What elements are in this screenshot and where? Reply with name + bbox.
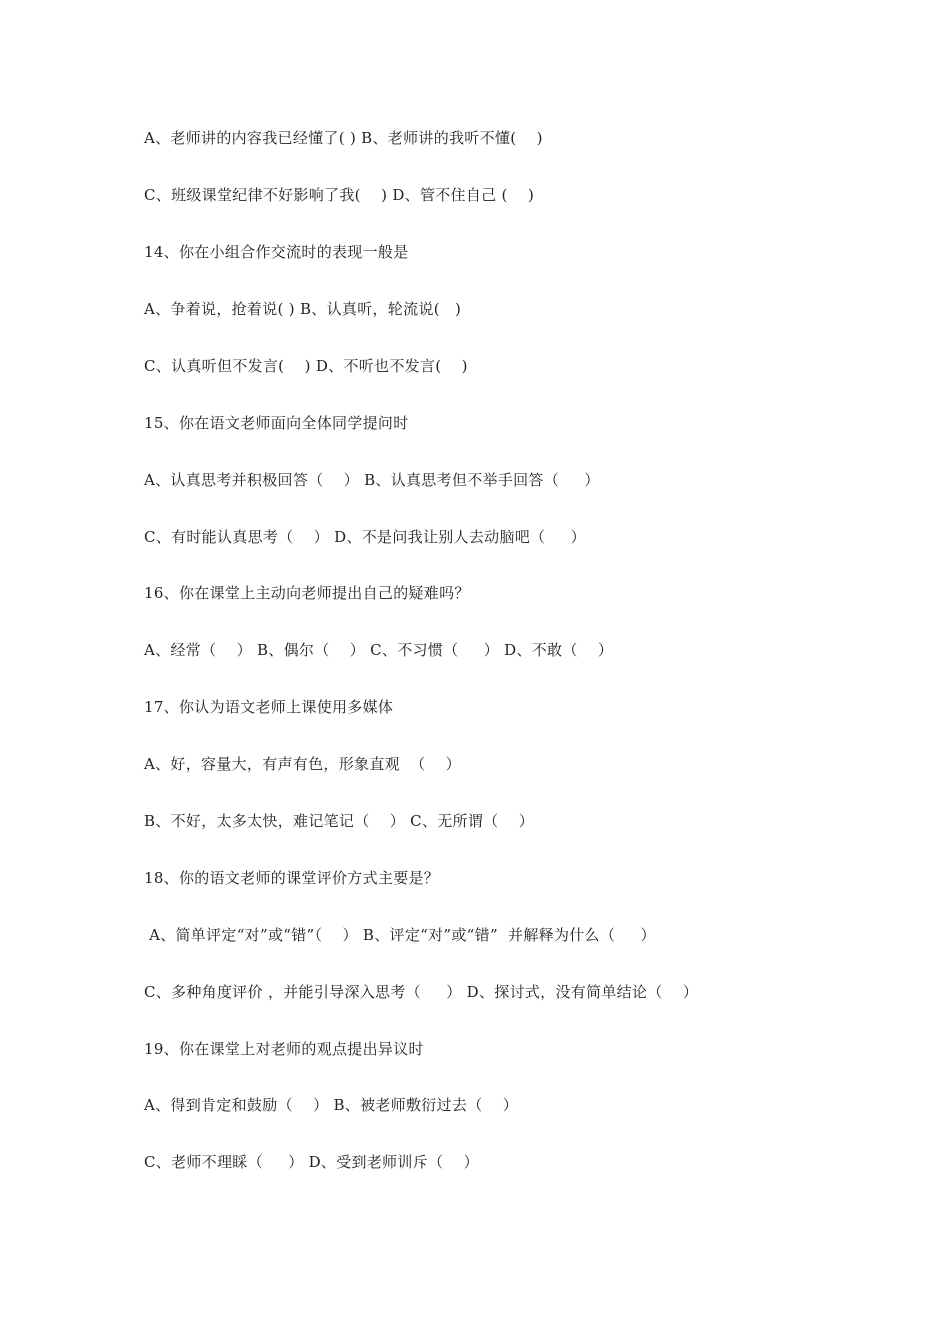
q18-options-ab: A、简单评定“对”或“错”（ ） B、评定“对”或“错” 并解释为什么（ ）	[144, 926, 656, 944]
q18-question: 18、你的语文老师的课堂评价方式主要是？	[144, 869, 440, 887]
q18-options-cd: C、多种角度评价 ，并能引导深入思考（ ） D、探讨式，没有简单结论（ ）	[144, 983, 699, 1001]
q14-question: 14、你在小组合作交流时的表现一般是	[144, 243, 409, 261]
q19-question: 19、你在课堂上对老师的观点提出异议时	[144, 1040, 424, 1058]
q13-options-cd: C、班级课堂纪律不好影响了我( ) D、管不住自己 ( )	[144, 186, 535, 204]
q15-question: 15、你在语文老师面向全体同学提问时	[144, 414, 409, 432]
q13-options-ab: A、老师讲的内容我已经懂了( ) B、老师讲的我听不懂( )	[144, 129, 543, 147]
q16-options: A、经常（ ） B、偶尔（ ） C、不习惯（ ） D、不敢（ ）	[144, 641, 614, 659]
q17-question: 17、你认为语文老师上课使用多媒体	[144, 698, 394, 716]
q17-option-a: A、好，容量大，有声有色，形象直观 （ ）	[144, 755, 461, 773]
q14-options-ab: A、争着说，抢着说( ) B、认真听，轮流说( )	[144, 300, 462, 318]
q14-options-cd: C、认真听但不发言( ) D、不听也不发言( )	[144, 357, 468, 375]
q19-options-cd: C、老师不理睬（ ） D、受到老师训斥（ ）	[144, 1153, 479, 1171]
q15-options-cd: C、有时能认真思考（ ） D、不是问我让别人去动脑吧（ ）	[144, 528, 586, 546]
q17-options-bc: B、不好，太多太快，难记笔记（ ） C、无所谓（ ）	[144, 812, 535, 830]
q16-question: 16、你在课堂上主动向老师提出自己的疑难吗？	[144, 584, 470, 602]
q19-options-ab: A、得到肯定和鼓励（ ） B、被老师敷衍过去（ ）	[144, 1096, 519, 1114]
q15-options-ab: A、认真思考并积极回答（ ） B、认真思考但不举手回答（ ）	[144, 471, 600, 489]
